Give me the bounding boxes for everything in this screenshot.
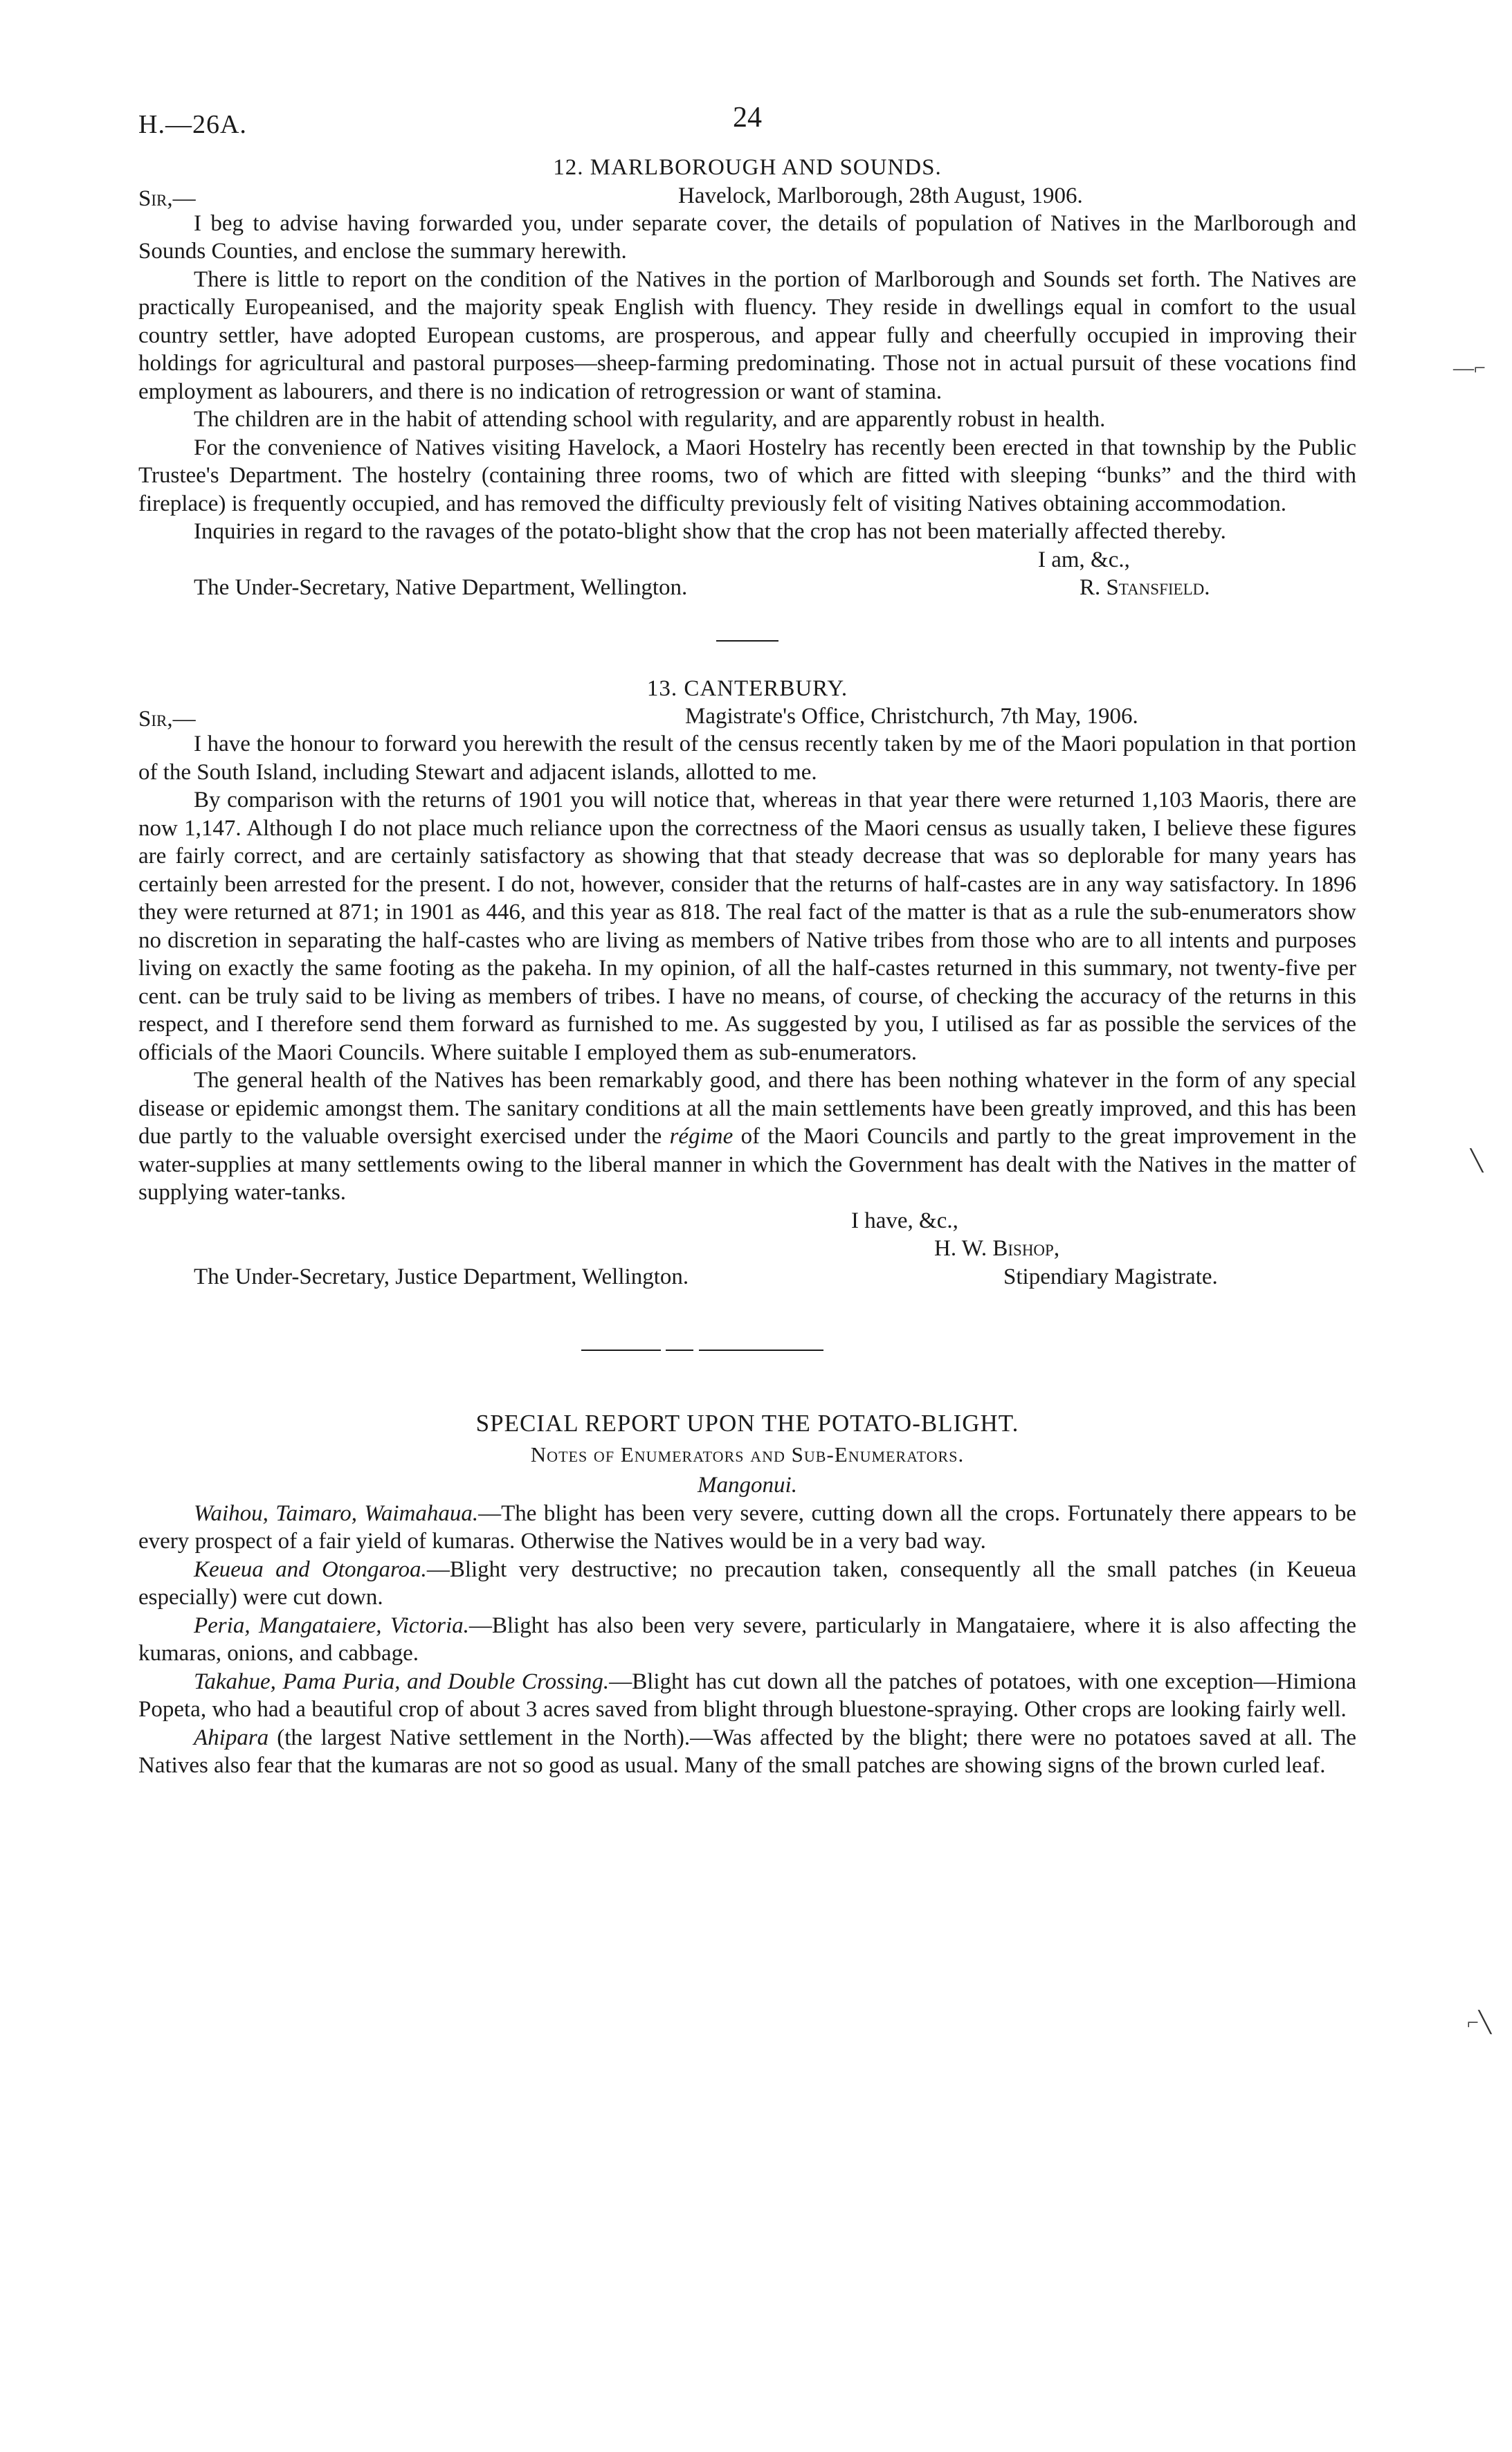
italic-word: régime <box>669 1124 734 1149</box>
margin-mark: ⌐╲ <box>1467 2011 1491 2034</box>
paragraph: The general health of the Natives has been remarkably good, and there has been nothing whatever in the form of any special disease or epidemic amongst them. The sanitary conditions at all the main settlements have been greatly improved, and this has been due partly to the valuable oversight exercised under the régime of the Maori Councils and partly to the great improvement in the water-supplies at many settlements owing to the liberal manner in which the Government has dealt with the Natives in the matter of supplying water-tanks. <box>138 1068 1356 1205</box>
signature: H. W. Bishop, <box>934 1236 1060 1261</box>
blight-entry: Keueua and Otongaroa.—Blight very destructive; no precaution taken, consequently all the small patches (in Keueua especially) were cut down. <box>138 1556 1356 1610</box>
paragraph: I beg to advise having forwarded you, under separate cover, the details of population of Natives in the Marlborough and Sounds Counties, and enclose the summary herewith. <box>138 210 1356 264</box>
report-subtitle: Notes of Enumerators and Sub-Enumerators. <box>530 1442 965 1466</box>
paragraph: I have the honour to forward you herewith the result of the census recently taken by me of the Maori population in that portion of the South Island, including Stewart and adjacent islands, allotted to me. <box>138 732 1356 785</box>
salutation: Sir,— <box>138 185 196 211</box>
section-marlborough <box>138 154 1356 602</box>
signature: R. Stansfield. <box>1080 575 1210 600</box>
blight-entry: Ahipara (the largest Native settlement in the North).—Was affected by the blight; there were no potatoes saved at all. The Natives also fear that the kumaras are not so good as usual. Many of the small patches are showing signs of the brown curled leaf. <box>138 1725 1356 1778</box>
paragraph: For the convenience of Natives visiting Havelock, a Maori Hostelry has recently been erected in that township by the Public Trustee's Department. The hostelry (containing three rooms, two of which are fitted with sleeping “bunks” and the third with fireplace) is frequently occupied, and has removed the difficulty previously felt of visiting Natives obtaining accommodation. <box>138 435 1356 516</box>
addressee: The Under-Secretary, Justice Department, Wellington. <box>194 1264 689 1289</box>
paragraph: The children are in the habit of attending school with regularity, and are apparently robust in health. <box>194 407 1106 432</box>
paragraph: There is little to report on the condition of the Natives in the portion of Marlborough and Sounds set forth. The Natives are practically Europeanised, and the majority speak English with fluency. They reside in dwellings equal in comfort to the usual country settler, have adopted European customs, are prosperous, and appear fully and cheerfully occupied in improving their holdings for agricultural and pastoral purposes—sheep-farming predominating. Those not in actual pursuit of these vocations find employment as labourers, and there is no indication of retrogression or want of stamina. <box>138 266 1356 404</box>
section-title: 13. CANTERBURY. <box>646 675 848 701</box>
blight-entry: Takahue, Pama Puria, and Double Crossing.—Blight has cut down all the patches of potatoes, with one exception—Himiona Popeta, who had a beautiful crop of about 3 acres saved from blight through bluestone-spraying. Other crops are looking fairly well. <box>138 1669 1356 1722</box>
page-header <box>138 104 1356 145</box>
paragraph: Inquiries in regard to the ravages of the potato-blight show that the crop has not been materially affected thereby. <box>194 519 1226 544</box>
closing: I am, &c., <box>1038 547 1130 572</box>
blight-entry: Waihou, Taimaro, Waimahaua.—The blight has been very severe, cutting down all the crops. Fortunately there appears to be every prospect of a fair yield of kumaras. Otherwise the Natives would be in a very bad way. <box>138 1500 1356 1554</box>
major-divider <box>138 1350 1356 1351</box>
special-report <box>138 1410 1356 1780</box>
report-title: SPECIAL REPORT UPON THE POTATO-BLIGHT. <box>475 1410 1019 1437</box>
district-heading: Mangonui. <box>698 1473 797 1498</box>
place-date: Magistrate's Office, Christchurch, 7th May, 1906. <box>685 704 1138 729</box>
closing: I have, &c., <box>851 1208 958 1233</box>
page-number: 24 <box>733 102 762 134</box>
page-content <box>138 104 1356 1780</box>
salutation: Sir,— <box>138 707 196 732</box>
section-divider <box>716 640 778 642</box>
place-date: Havelock, Marlborough, 28th August, 1906. <box>678 183 1083 208</box>
document-reference: H.—26A. <box>138 110 247 139</box>
margin-mark: —⌐ <box>1453 356 1486 379</box>
paragraph: By comparison with the returns of 1901 you will notice that, whereas in that year there were returned 1,103 Maoris, there are now 1,147. Although I do not place much reliance upon the correctness of the Maori census as usually taken, I believe these figures are fairly correct, and are certainly satisfactory as showing that that steady decrease that was so deplorable for many years has certainly been arrested for the present. I do not, however, consider that the returns of half-castes are in any way satisfactory. In 1896 they were returned at 871; in 1901 as 446, and this year as 818. The real fact of the matter is that as a rule the sub-enumerators show no discretion in separating the half-castes who are living as members of Native tribes from those who are to all intents and purposes living on exactly the same footing as the pakeha. In my opinion, of all the half-castes returned in this summary, not twenty-five per cent. can be truly said to be living as members of tribes. I have no means, of course, of checking the accuracy of the returns in this respect, and I therefore send them forward as furnished to me. As suggested by you, I utilised as far as possible the services of the officials of the Maori Councils. Where suitable I employed them as sub-enumerators. <box>138 788 1356 1065</box>
addressee: The Under-Secretary, Native Department, Wellington. <box>194 575 688 600</box>
signature-title: Stipendiary Magistrate. <box>1003 1264 1218 1289</box>
section-title: 12. MARLBOROUGH AND SOUNDS. <box>553 155 942 180</box>
blight-entry: Peria, Mangataiere, Victoria.—Blight has also been very severe, particularly in Mangataiere, where it is also affecting the kumaras, onions, and cabbage. <box>138 1613 1356 1666</box>
margin-mark: ╲ <box>1470 1150 1484 1172</box>
section-canterbury <box>138 675 1356 1291</box>
